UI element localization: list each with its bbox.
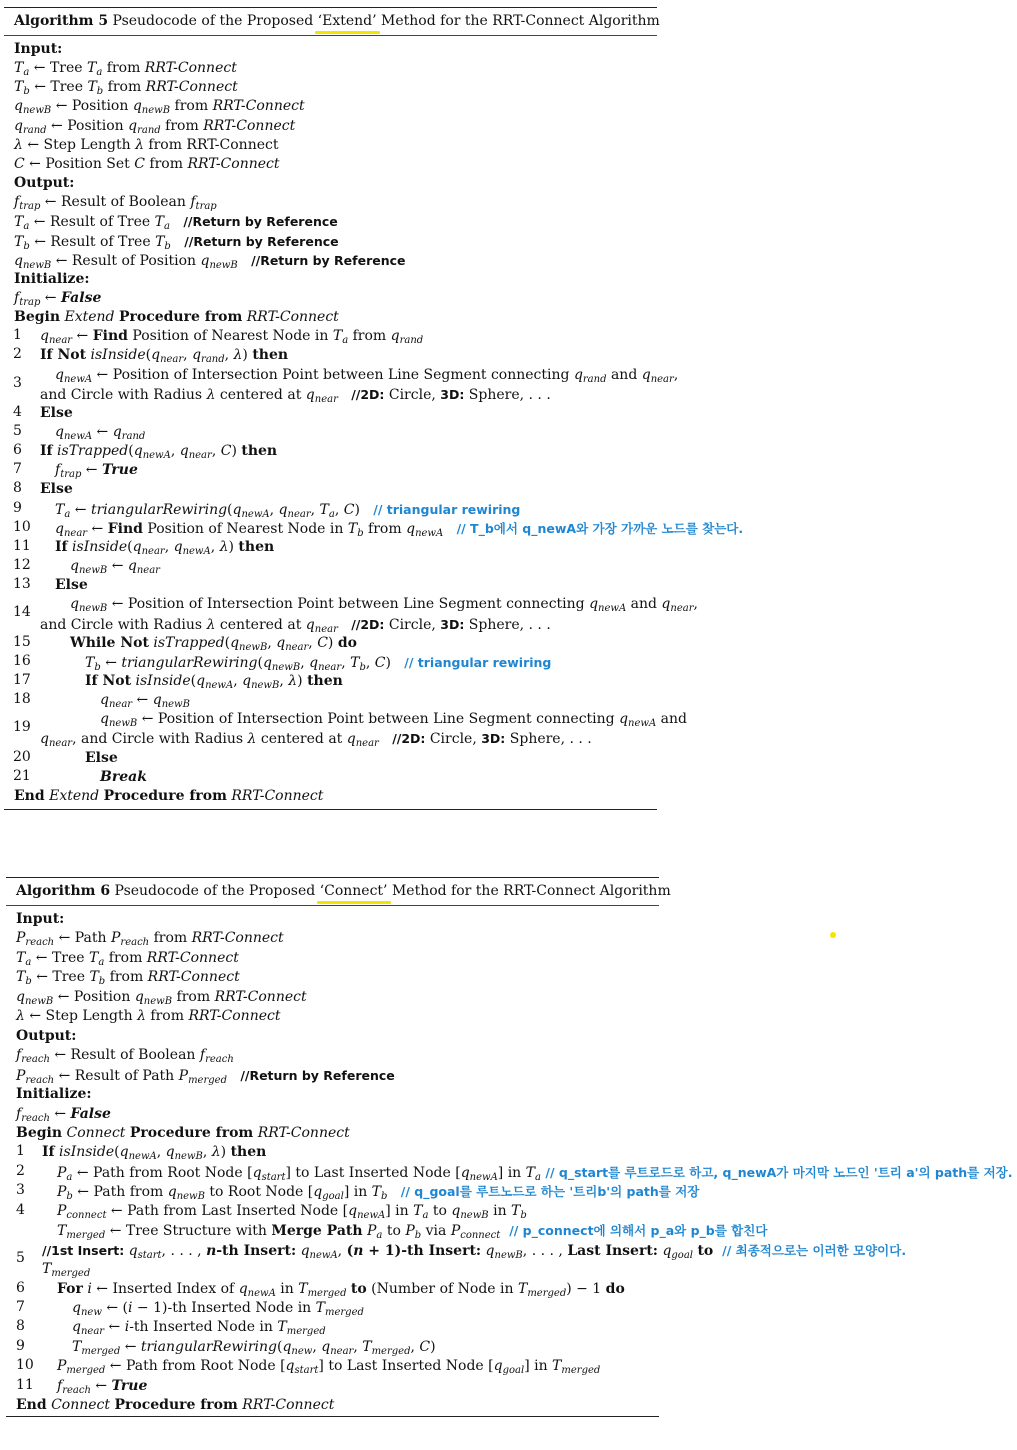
algorithm-label: Algorithm 5	[14, 13, 109, 29]
code-line: While Not $isTrapped(q_{newB}$, $q_{near}$, C) do	[70, 634, 357, 653]
line-number: 20	[13, 748, 31, 765]
code-line: Break	[100, 768, 147, 785]
code-line: $f_{reach}$ ← True	[57, 1377, 148, 1396]
code-line: If $isInside(q_{newA}$, $q_{newB}$, λ) then	[42, 1144, 267, 1163]
title-quote: ‘Connect’	[320, 883, 388, 899]
line-number: 3	[13, 374, 22, 391]
line-number: 2	[13, 346, 22, 363]
code-line: $q_{newA}$ ← $q_{rand}$	[55, 424, 146, 442]
code-line: $T_{merged}$ ← $triangularRewiring(q_{new}$, $q_{near}$, $T_{merged}$, C)	[72, 1338, 436, 1357]
code-line: $q_{near}$ ← $q_{newB}$	[100, 692, 190, 711]
code-line: //1st Insert: $q_{start}$, . . . , n-th Insert: $q_{newA}$, (n + 1)-th Insert: $q_{newB}$, . . . , Last Insert: $q_{goal}$ to // 최종적으로는 이러한 모양이다.	[42, 1242, 907, 1261]
code-line: C ← Position Set C from RRT-Connect	[14, 155, 280, 172]
code-line: If Not $isInside(q_{near}$, $q_{rand}$, λ) then	[40, 347, 289, 366]
line-number: 16	[13, 652, 31, 669]
code-line: $f_{reach}$ ← False	[16, 1105, 111, 1124]
code-line: If $isTrapped(q_{newA}$, $q_{near}$, C) then	[40, 443, 278, 462]
line-number: 9	[16, 1337, 25, 1354]
code-line: $q_{near}$ ← i-th Inserted Node in $T_{merged}$	[72, 1319, 326, 1338]
line-number: 12	[13, 557, 31, 574]
bottom-rule	[6, 1416, 659, 1417]
code-line: λ ← Step Length λ from RRT-Connect	[14, 136, 279, 153]
code-line: Initialize:	[16, 1086, 92, 1103]
code-line: Initialize:	[14, 270, 90, 287]
code-line: $T_b$ ← Tree $T_b$ from RRT-Connect	[16, 969, 240, 988]
line-number: 11	[16, 1376, 34, 1393]
highlight-mark	[315, 31, 380, 34]
code-line: Input:	[14, 41, 63, 57]
line-number: 3	[16, 1182, 25, 1199]
line-number: 4	[13, 403, 22, 420]
title-suffix: Method for the RRT-Connect Algorithm	[387, 883, 671, 899]
line-number: 21	[13, 767, 31, 784]
line-number: 19	[13, 719, 31, 736]
code-line-continuation: $T_{merged}$	[42, 1261, 91, 1280]
code-line: $T_a$ ← Tree $T_a$ from RRT-Connect	[14, 60, 237, 79]
code-line: Begin Extend Procedure from RRT-Connect	[14, 309, 339, 326]
code-line: Input:	[16, 911, 65, 927]
title-suffix: Method for the RRT-Connect Algorithm	[376, 13, 660, 29]
code-line: Else	[55, 577, 88, 594]
code-line: Output:	[14, 175, 75, 192]
code-line: $T_{merged}$ ← Tree Structure with Merge Path $P_a$ to $P_b$ via $P_{connect}$ // p_connect에 의해서 p_a와 p_b를 합친다	[57, 1223, 768, 1242]
code-line: $T_b$ ← Tree $T_b$ from RRT-Connect	[14, 79, 238, 98]
line-number: 11	[13, 537, 31, 554]
code-line: $T_b$ ← Result of Tree $T_b$ //Return by Reference	[14, 233, 339, 252]
line-number: 14	[13, 604, 31, 621]
code-line: Else	[40, 404, 73, 421]
code-line-continuation: $q_{near}$, and Circle with Radius λ centered at $q_{near}$ //2D: Circle, 3D: Sphere, . . .	[40, 731, 592, 750]
line-number: 10	[13, 518, 31, 535]
algorithm-title	[14, 13, 660, 29]
code-line: $f_{reach}$ ← Result of Boolean $f_{reach}$	[16, 1047, 234, 1066]
code-line: If Not $isInside(q_{newA}$, $q_{newB}$, λ) then	[85, 672, 343, 691]
code-line: $T_a$ ← Result of Tree $T_a$ //Return by Reference	[14, 214, 338, 233]
top-rule	[6, 877, 659, 878]
code-line: $q_{newB}$ ← Position $q_{newB}$ from RRT-Connect	[14, 98, 305, 117]
header-rule	[6, 905, 659, 906]
title-prefix: Pseudocode of the Proposed	[112, 13, 318, 29]
code-line: $q_{newB}$ ← Result of Position $q_{newB}$ //Return by Reference	[14, 252, 406, 271]
code-line: $P_{reach}$ ← Path $P_{reach}$ from RRT-Connect	[16, 930, 284, 949]
code-line: $q_{newB}$ ← Position of Intersection Point between Line Segment connecting $q_{newA}$ and $q_{near}$,	[70, 596, 698, 615]
code-line: Else	[85, 749, 118, 766]
code-line: λ ← Step Length λ from RRT-Connect	[16, 1008, 281, 1025]
code-line: $q_{newA}$ ← Position of Intersection Point between Line Segment connecting $q_{rand}$ and $q_{near}$,	[55, 366, 679, 385]
line-number: 6	[13, 442, 22, 459]
title-quote: ‘Extend’	[318, 13, 377, 29]
algorithm-title	[16, 883, 671, 899]
line-number: 9	[13, 499, 22, 516]
line-number: 7	[13, 461, 22, 478]
line-number: 10	[16, 1357, 34, 1374]
code-line: $q_{newB}$ ← Position $q_{newB}$ from RRT-Connect	[16, 988, 307, 1007]
code-line: $T_a$ ← Tree $T_a$ from RRT-Connect	[16, 949, 239, 968]
bottom-rule	[4, 809, 657, 810]
code-line: $q_{near}$ ← Find Position of Nearest Node in $T_b$ from $q_{newA}$ // T_b에서 q_newA와 가장 가까운 노드를 찾는다.	[55, 520, 744, 539]
code-line: $P_b$ ← Path from $q_{newB}$ to Root Node $[q_{goal}]$ in $T_b$ // q_goal를 루트노드로 하는 '트리b'의 path를 저장	[57, 1184, 700, 1203]
code-line: Else	[40, 481, 73, 498]
highlight-dot	[830, 932, 836, 938]
line-number: 17	[13, 671, 31, 688]
code-line: $P_a$ ← Path from Root Node $[q_{start}]$ to Last Inserted Node $[q_{newA}]$ in $T_a$ // q_start를 루트로드로 하고, q_newA가 마지막 노드인 '트리 a'의 path를 저장.	[57, 1164, 1013, 1183]
line-number: 2	[16, 1162, 25, 1179]
code-line: $T_a$ ← $triangularRewiring(q_{newA}$, $q_{near}$, $T_a$, C) // triangular rewiring	[55, 501, 521, 520]
code-line: $P_{reach}$ ← Result of Path $P_{merged}$ //Return by Reference	[16, 1067, 395, 1086]
line-number: 7	[16, 1299, 25, 1315]
code-line: Output:	[16, 1027, 77, 1044]
code-line: For i ← Inserted Index of $q_{newA}$ in $T_{merged}$ to (Number of Node in $T_{merged}) - 1$ do	[57, 1280, 625, 1299]
line-number: 4	[16, 1201, 25, 1218]
code-line-continuation: and Circle with Radius λ centered at $q_{near}$ //2D: Circle, 3D: Sphere, . . .	[40, 386, 551, 405]
line-number: 5	[16, 1249, 25, 1266]
header-rule	[4, 35, 657, 36]
code-line: $f_{trap}$ ← False	[14, 289, 102, 308]
line-number: 13	[13, 576, 31, 593]
line-number: 6	[16, 1279, 25, 1296]
code-line: $f_{trap}$ ← Result of Boolean $f_{trap}$	[14, 194, 217, 213]
line-number: 15	[13, 633, 31, 650]
algorithm-label: Algorithm 6	[16, 883, 111, 899]
code-line: $f_{trap}$ ← True	[55, 462, 138, 481]
code-line: $q_{newB}$ ← Position of Intersection Point between Line Segment connecting $q_{newA}$ and	[100, 711, 687, 730]
code-line-continuation: and Circle with Radius λ centered at $q_{near}$ //2D: Circle, 3D: Sphere, . . .	[40, 616, 551, 635]
line-number: 8	[16, 1318, 25, 1335]
code-line: End Extend Procedure from RRT-Connect	[14, 787, 324, 804]
title-prefix: Pseudocode of the Proposed	[114, 883, 320, 899]
line-number: 1	[16, 1143, 25, 1160]
code-line: $q_{new}$ ← (i − 1)-th Inserted Node in $T_{merged}$	[72, 1300, 364, 1318]
code-line: $q_{newB}$ ← $q_{near}$	[70, 558, 160, 577]
code-line: $q_{rand}$ ← Position $q_{rand}$ from RRT-Connect	[14, 117, 296, 136]
line-number: 1	[13, 327, 22, 344]
line-number: 18	[13, 691, 31, 708]
line-number: 5	[13, 423, 22, 439]
code-line: $q_{near}$ ← Find Position of Nearest Node in $T_a$ from $q_{rand}$	[40, 328, 424, 347]
code-line: Begin Connect Procedure from RRT-Connect	[16, 1124, 350, 1141]
highlight-mark	[317, 901, 391, 904]
code-line: $P_{connect}$ ← Path from Last Inserted Node $[q_{newA}]$ in $T_a$ to $q_{newB}$ in $T_b$	[57, 1202, 527, 1221]
code-line: If $isInside(q_{near}$, $q_{newA}$, λ) then	[55, 538, 275, 557]
code-line: End Connect Procedure from RRT-Connect	[16, 1397, 335, 1414]
top-rule	[4, 7, 657, 8]
code-line: $P_{merged}$ ← Path from Root Node $[q_{start}]$ to Last Inserted Node $[q_{goal}]$ in $T_{merged}$	[57, 1358, 601, 1377]
line-number: 8	[13, 480, 22, 497]
code-line: $T_b$ ← $triangularRewiring(q_{newB}$, $q_{near}$, $T_b$, C) // triangular rewiring	[85, 654, 552, 673]
